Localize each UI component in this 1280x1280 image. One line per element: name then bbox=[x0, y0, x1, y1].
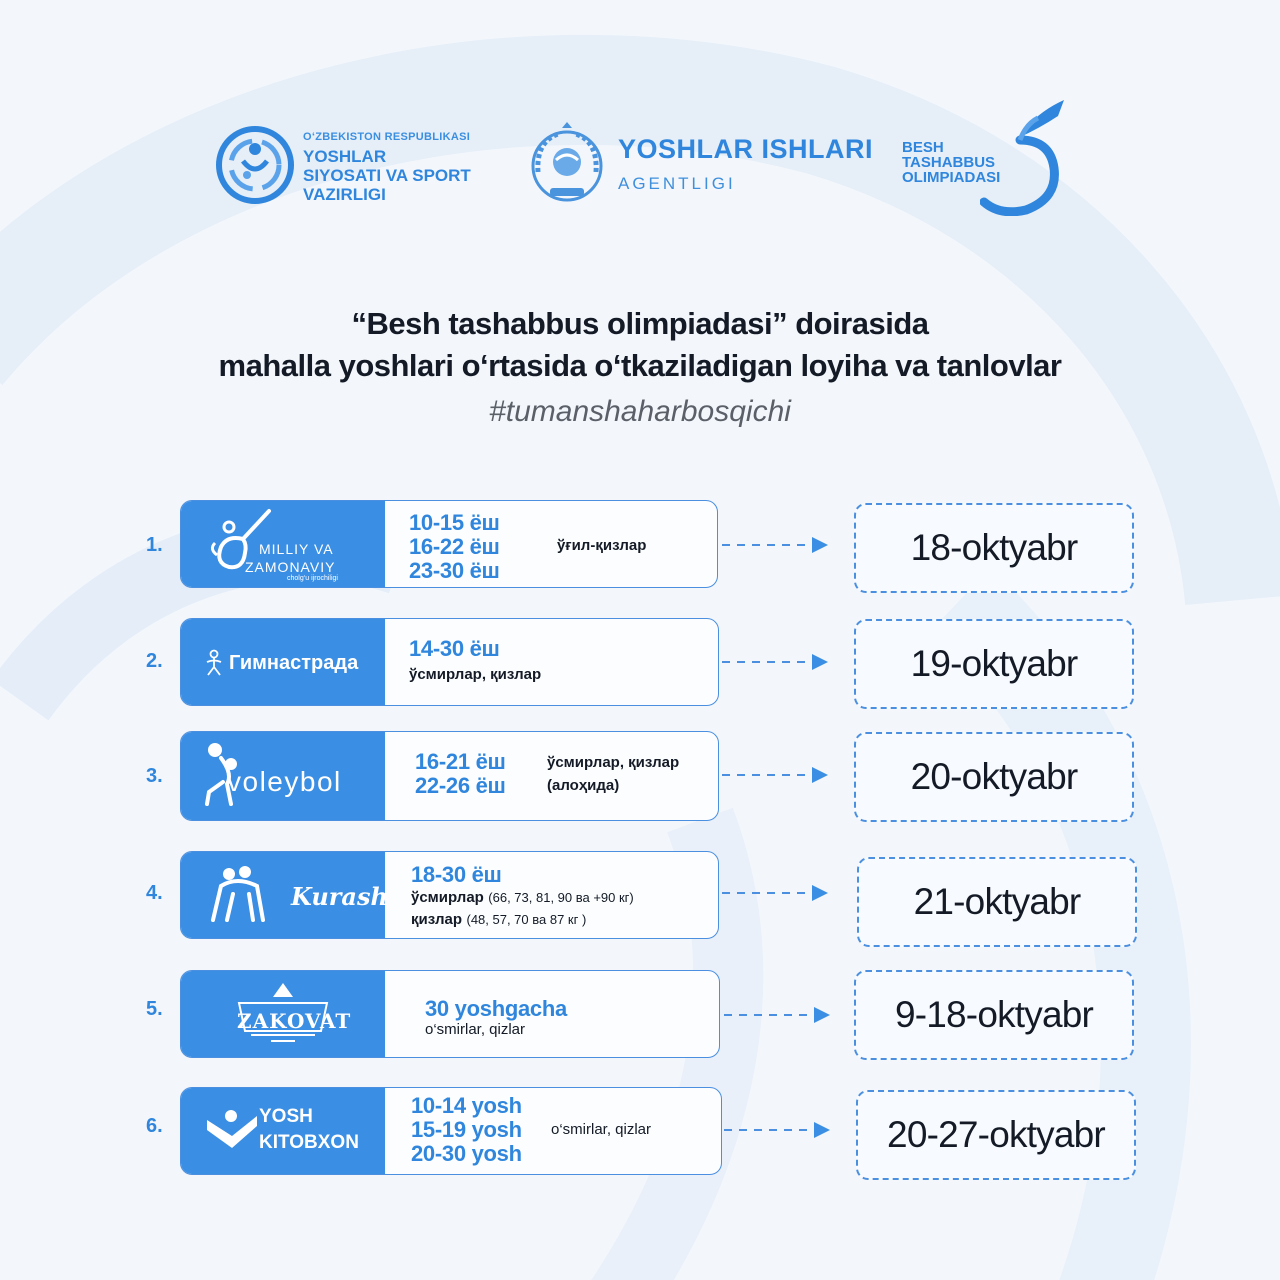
event-card bbox=[180, 1087, 722, 1175]
ministry-country-label: O‘ZBEKISTON RESPUBLIKASI bbox=[303, 131, 471, 143]
age-group: 30 yoshgacha bbox=[425, 996, 567, 1021]
participants-note: ўсмирлар, қизлар bbox=[409, 666, 542, 683]
event-number: 3. bbox=[146, 765, 163, 787]
olympiad-line3: OLIMPIADASI bbox=[902, 169, 1001, 186]
ministry-emblem-icon bbox=[215, 125, 295, 205]
agency-name: YOSHLAR ISHLARI bbox=[618, 134, 874, 164]
age-groups bbox=[409, 637, 500, 661]
dashed-arrow bbox=[720, 652, 830, 672]
participants-note-extra: қизлар bbox=[411, 911, 463, 928]
age-group: 23-30 ёш bbox=[409, 558, 500, 583]
logo-line1: Kurash bbox=[291, 882, 388, 911]
event-date: 20-oktyabr bbox=[854, 732, 1134, 822]
age-groups bbox=[411, 1094, 522, 1166]
event-card bbox=[180, 618, 719, 706]
olympiad-line1: BESH bbox=[902, 139, 944, 156]
dashed-arrow bbox=[720, 765, 830, 785]
age-group: 14-30 ёш bbox=[409, 636, 500, 661]
ministry-name-line2: SIYOSATI VA SPORT bbox=[303, 166, 471, 185]
event-card bbox=[180, 731, 719, 821]
age-groups bbox=[425, 997, 567, 1021]
agency-sub: AGENTLIGI bbox=[618, 174, 736, 193]
event-number: 6. bbox=[146, 1115, 163, 1137]
event-date: 18-oktyabr bbox=[854, 503, 1134, 593]
gymnast-icon bbox=[203, 649, 225, 677]
agency-logo bbox=[528, 122, 873, 208]
ministry-logo bbox=[215, 125, 515, 205]
event-number: 5. bbox=[146, 998, 163, 1020]
logo-line1: voleybol bbox=[227, 766, 342, 797]
weight-classes-extra: (48, 57, 70 ва 87 кг ) bbox=[466, 912, 587, 927]
dashed-arrow bbox=[722, 1005, 832, 1025]
logo-line1: Гимнастрада bbox=[229, 652, 359, 674]
olympiad-logo bbox=[900, 98, 1070, 216]
age-group: 20-30 yosh bbox=[411, 1141, 522, 1166]
event-card bbox=[180, 970, 720, 1058]
logo-line3: cholg‘u ijrochiligi bbox=[287, 575, 338, 582]
participants-note: o‘smirlar, qizlar bbox=[425, 1021, 526, 1038]
olympiad-line2: TASHABBUS bbox=[902, 154, 996, 171]
event-logo-panel bbox=[181, 501, 385, 587]
event-number: 1. bbox=[146, 534, 163, 556]
ministry-name-line1: YOSHLAR bbox=[303, 147, 387, 166]
participants-note: ўғил-қизлар bbox=[557, 537, 647, 554]
participants-note: ўсмирлар bbox=[411, 889, 484, 906]
event-date: 21-oktyabr bbox=[857, 857, 1137, 947]
age-groups bbox=[409, 511, 500, 583]
open-book-icon bbox=[205, 1106, 259, 1152]
participants-note: o‘smirlar, qizlar bbox=[551, 1121, 652, 1138]
hashtag: #tumanshaharbosqichi bbox=[489, 395, 791, 428]
dashed-arrow bbox=[720, 883, 830, 903]
event-number: 2. bbox=[146, 650, 163, 672]
event-card bbox=[180, 500, 718, 588]
event-logo-panel bbox=[181, 619, 385, 705]
logo-line2: ZAMONAVIY bbox=[245, 559, 336, 575]
logo-line1: ZAKOVAT bbox=[237, 1009, 352, 1033]
age-group: 10-14 yosh bbox=[411, 1093, 522, 1118]
participants-note: ўсмирлар, қизлар bbox=[547, 754, 680, 771]
event-date: 9-18-oktyabr bbox=[854, 970, 1134, 1060]
age-groups bbox=[415, 750, 506, 798]
event-logo-panel bbox=[181, 1088, 385, 1174]
age-group: 16-21 ёш bbox=[415, 749, 506, 774]
weight-classes: (66, 73, 81, 90 ва +90 кг) bbox=[488, 890, 634, 905]
age-group: 18-30 ёш bbox=[411, 862, 502, 887]
page-title bbox=[0, 303, 1280, 387]
logo-line1: MILLIY VA bbox=[259, 541, 334, 557]
ministry-name-line3: VAZIRLIGI bbox=[303, 185, 386, 204]
bird-five-icon bbox=[980, 98, 1072, 216]
age-groups bbox=[411, 863, 502, 887]
participants-detail bbox=[411, 887, 634, 931]
wrestlers-icon bbox=[205, 864, 275, 926]
age-group: 22-26 ёш bbox=[415, 773, 506, 798]
event-number: 4. bbox=[146, 882, 163, 904]
title-line2: mahalla yoshlari o‘rtasida o‘tkaziladigan loyiha va tanlovlar bbox=[218, 348, 1062, 383]
event-logo-panel bbox=[181, 971, 385, 1057]
age-group: 15-19 yosh bbox=[411, 1117, 522, 1142]
logo-line1: YOSH bbox=[259, 1106, 313, 1127]
state-emblem-icon bbox=[528, 122, 606, 204]
event-date: 20-27-oktyabr bbox=[856, 1090, 1136, 1180]
event-card bbox=[180, 851, 719, 939]
event-date: 19-oktyabr bbox=[854, 619, 1134, 709]
dashed-arrow bbox=[720, 535, 830, 555]
age-group: 10-15 ёш bbox=[409, 510, 500, 535]
dashed-arrow bbox=[722, 1120, 832, 1140]
event-logo-panel bbox=[181, 732, 385, 820]
participants-note-extra: (алоҳида) bbox=[547, 777, 620, 794]
logo-line2: KITOBXON bbox=[259, 1132, 359, 1153]
title-line1: “Besh tashabbus olimpiadasi” doirasida bbox=[351, 306, 929, 341]
event-logo-panel bbox=[181, 852, 388, 938]
age-group: 16-22 ёш bbox=[409, 534, 500, 559]
